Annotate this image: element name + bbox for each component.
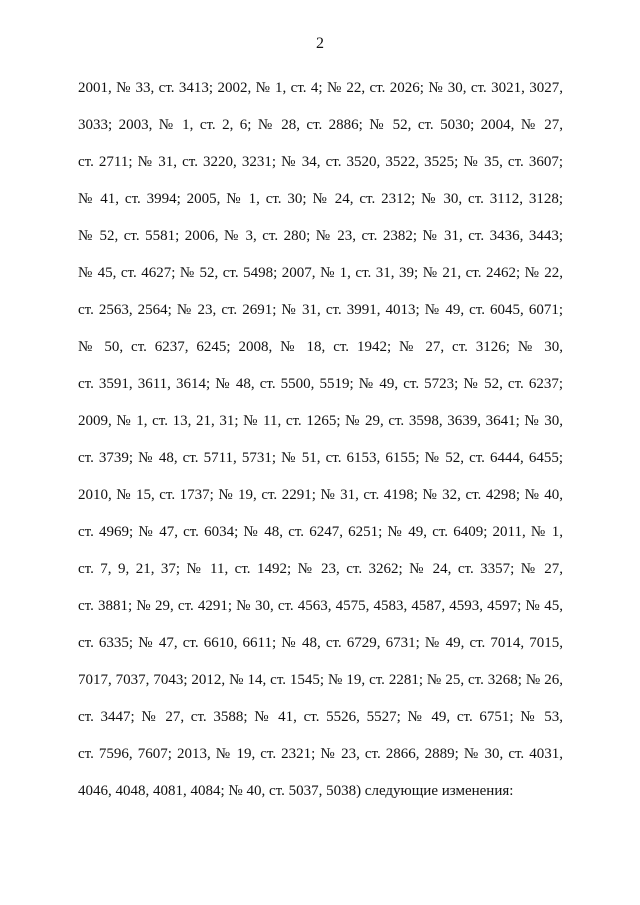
text-line: № 50, ст. 6237, 6245; 2008, № 18, ст. 1942; № 27, ст. 3126; № 30, [78, 339, 563, 355]
text-line: 2001, № 33, ст. 3413; 2002, № 1, ст. 4; № 22, ст. 2026; № 30, ст. 3021, 3027, [78, 80, 563, 96]
text-line: ст. 6335; № 47, ст. 6610, 6611; № 48, ст. 6729, 6731; № 49, ст. 7014, 7015, [78, 635, 563, 651]
text-line: 2009, № 1, ст. 13, 21, 31; № 11, ст. 1265; № 29, ст. 3598, 3639, 3641; № 30, [78, 413, 563, 429]
text-line: ст. 3739; № 48, ст. 5711, 5731; № 51, ст. 6153, 6155; № 52, ст. 6444, 6455; [78, 450, 563, 466]
text-line: 2010, № 15, ст. 1737; № 19, ст. 2291; № 31, ст. 4198; № 32, ст. 4298; № 40, [78, 487, 563, 503]
text-line: ст. 4969; № 47, ст. 6034; № 48, ст. 6247, 6251; № 49, ст. 6409; 2011, № 1, [78, 524, 563, 540]
text-line: ст. 2563, 2564; № 23, ст. 2691; № 31, ст. 3991, 4013; № 49, ст. 6045, 6071; [78, 302, 563, 318]
text-line: 4046, 4048, 4081, 4084; № 40, ст. 5037, 5038) следующие изменения: [78, 783, 514, 799]
text-line: ст. 3447; № 27, ст. 3588; № 41, ст. 5526, 5527; № 49, ст. 6751; № 53, [78, 709, 563, 725]
text-line: № 41, ст. 3994; 2005, № 1, ст. 30; № 24, ст. 2312; № 30, ст. 3112, 3128; [78, 191, 563, 207]
text-line: 7017, 7037, 7043; 2012, № 14, ст. 1545; № 19, ст. 2281; № 25, ст. 3268; № 26, [78, 672, 563, 688]
page-number: 2 [316, 35, 324, 52]
text-line: 3033; 2003, № 1, ст. 2, 6; № 28, ст. 2886; № 52, ст. 5030; 2004, № 27, [78, 117, 563, 133]
text-line: № 45, ст. 4627; № 52, ст. 5498; 2007, № 1, ст. 31, 39; № 21, ст. 2462; № 22, [78, 265, 563, 281]
text-line: ст. 3591, 3611, 3614; № 48, ст. 5500, 5519; № 49, ст. 5723; № 52, ст. 6237; [78, 376, 563, 392]
text-line: ст. 3881; № 29, ст. 4291; № 30, ст. 4563, 4575, 4583, 4587, 4593, 4597; № 45, [78, 598, 563, 614]
text-line: № 52, ст. 5581; 2006, № 3, ст. 280; № 23, ст. 2382; № 31, ст. 3436, 3443; [78, 228, 563, 244]
text-line: ст. 7596, 7607; 2013, № 19, ст. 2321; № 23, ст. 2866, 2889; № 30, ст. 4031, [78, 746, 563, 762]
text-line: ст. 7, 9, 21, 37; № 11, ст. 1492; № 23, ст. 3262; № 24, ст. 3357; № 27, [78, 561, 563, 577]
text-line: ст. 2711; № 31, ст. 3220, 3231; № 34, ст. 3520, 3522, 3525; № 35, ст. 3607; [78, 154, 563, 170]
body-text [78, 70, 563, 810]
